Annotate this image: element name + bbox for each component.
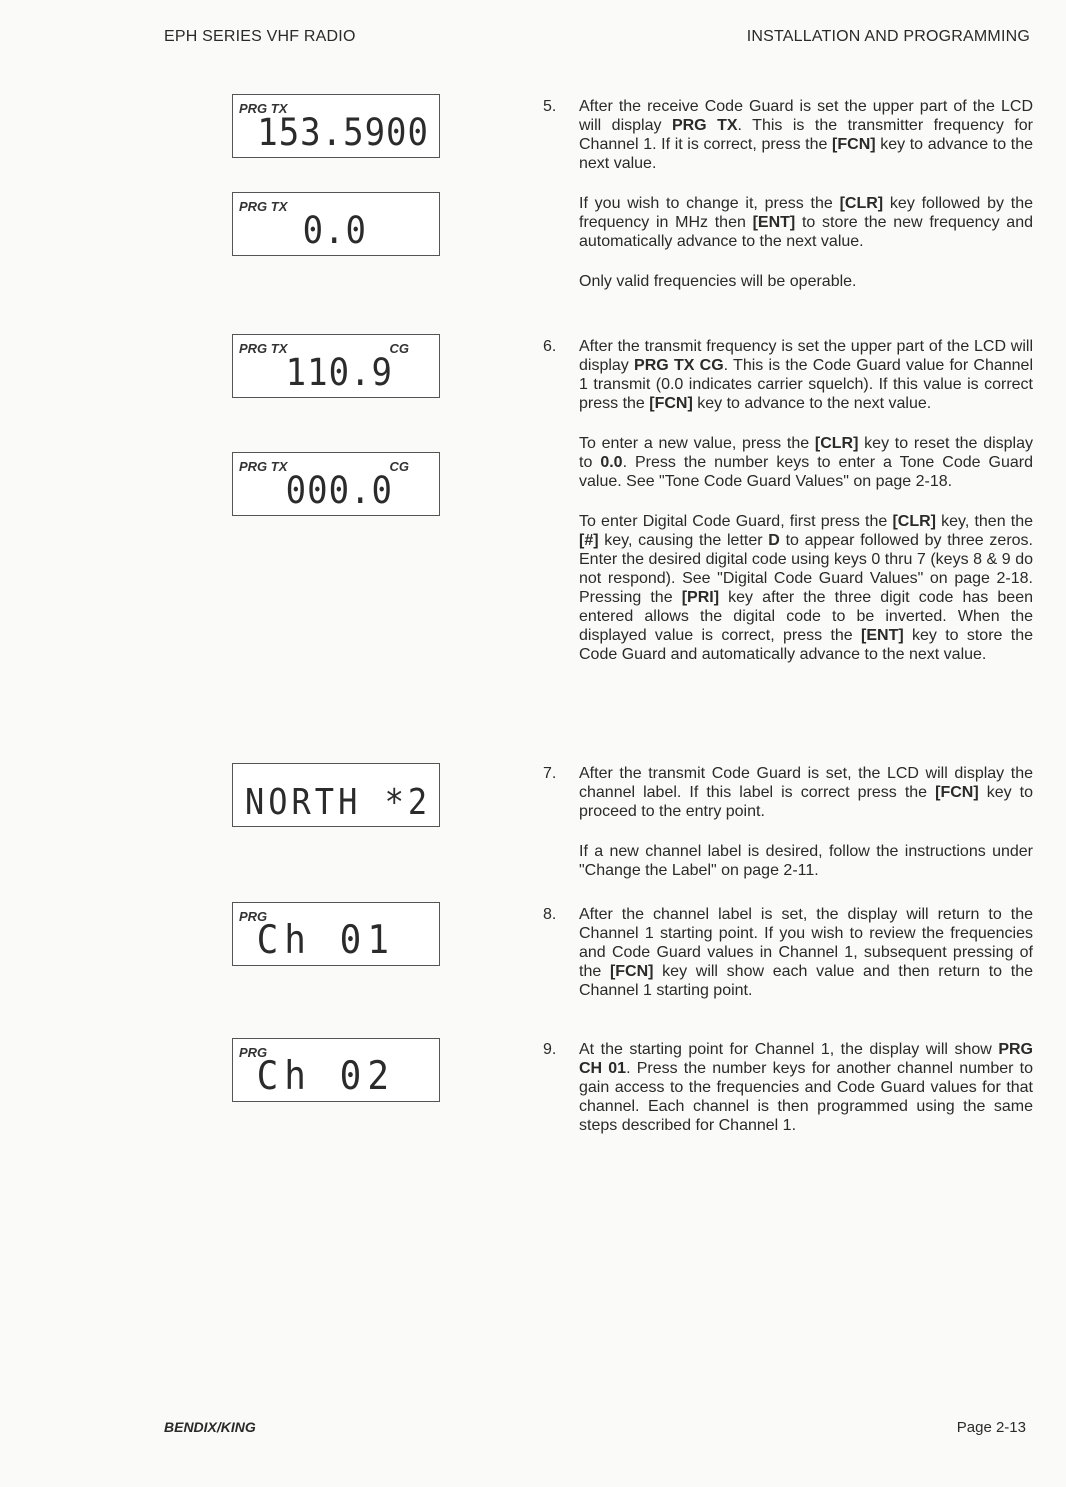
- paragraph: At the starting point for Channel 1, the display will show PRG CH 01. Press the number keys for another channel number to gain access to the frequencies and Code Guard values for that channel. Each channel is then programmed using the same steps described for Channel 1.: [579, 1041, 1033, 1134]
- lcd-display-tx-frequency: [232, 94, 440, 158]
- lcd-display-tx-zero: [232, 192, 440, 256]
- lcd-display-tx-cg-zero: [232, 452, 440, 516]
- lcd-value: Ch 02: [256, 1053, 395, 1099]
- lcd-value: 0.0: [302, 209, 367, 253]
- step-5: [543, 97, 1033, 312]
- paragraph: If a new channel label is desired, follow the instructions under "Change the Label" on page 2-11.: [579, 843, 1033, 879]
- paragraph: If you wish to change it, press the [CLR] key followed by the frequency in MHz then [ENT] to store the new frequency and automatically advance to the next value.: [579, 195, 1034, 250]
- lcd-annunciator-right: CG: [389, 341, 409, 356]
- step-number: 5.: [543, 98, 557, 115]
- step-6: [543, 337, 1033, 685]
- header-right: INSTALLATION AND PROGRAMMING: [746, 28, 1030, 45]
- step-7: [543, 764, 1033, 901]
- step-8: [543, 905, 1033, 1021]
- paragraph: After the channel label is set, the display will return to the Channel 1 starting point. If you wish to review the frequencies and Code Guard values in Channel 1, subsequent pressing of the [FCN] key will show each value and then return to the Channel 1 starting point.: [579, 906, 1033, 999]
- step-number: 9.: [543, 1041, 557, 1058]
- lcd-annunciator-left: PRG TX: [239, 101, 288, 116]
- footer-brand: BENDIX/KING: [164, 1419, 256, 1435]
- lcd-annunciator-right: CG: [389, 459, 409, 474]
- step-9: [543, 1040, 1033, 1156]
- paragraph: To enter Digital Code Guard, first press the [CLR] key, then the [#] key, causing the letter D to appear followed by three zeros. Enter the desired digital code using keys 0 thru 7 (keys 8 & 9 do not respond). See "Digital Code Guard Values" on page 2-18. Pressing the [PRI] key after the three digit code has been entered allows the digital code to be inverted. When the displayed value is correct, press the [ENT] key to store the Code Guard and automatically advance to the next value.: [579, 513, 1034, 663]
- lcd-display-channel-label: [232, 763, 440, 827]
- paragraph: After the transmit frequency is set the upper part of the LCD will display PRG TX CG. This is the Code Guard value for Channel 1 transmit (0.0 indicates carrier squelch). If this value is correct press the [FCN] key to advance to the next value.: [579, 338, 1034, 412]
- lcd-display-channel-01: [232, 902, 440, 966]
- paragraph: After the receive Code Guard is set the upper part of the LCD will display PRG TX. This is the transmitter frequency for Channel 1. If it is correct, press the [FCN] key to advance to the next value.: [579, 98, 1034, 172]
- header-left: EPH SERIES VHF RADIO: [164, 28, 356, 45]
- lcd-annunciator-left: PRG TX: [239, 199, 288, 214]
- lcd-display-tx-cg: [232, 334, 440, 398]
- lcd-annunciator-left: PRG: [239, 909, 268, 924]
- step-number: 8.: [543, 906, 557, 923]
- paragraph: Only valid frequencies will be operable.: [579, 273, 857, 290]
- lcd-annunciator-left: PRG TX: [239, 341, 288, 356]
- lcd-value: NORTH *2: [245, 781, 432, 823]
- lcd-value: 153.5900: [257, 111, 429, 155]
- paragraph: To enter a new value, press the [CLR] key to reset the display to 0.0. Press the number keys to enter a Tone Code Guard value. See "Tone Code Guard Values" on page 2-18.: [579, 435, 1033, 490]
- step-number: 7.: [543, 765, 557, 782]
- lcd-value: 110.9: [285, 351, 393, 395]
- lcd-value: Ch 01: [256, 917, 395, 963]
- lcd-value: 000.0: [285, 469, 393, 513]
- paragraph: After the transmit Code Guard is set, the LCD will display the channel label. If this label is correct press the [FCN] key to proceed to the entry point.: [579, 765, 1034, 820]
- lcd-annunciator-left: PRG: [239, 1045, 268, 1060]
- lcd-annunciator-left: PRG TX: [239, 459, 288, 474]
- footer-page-number: Page 2-13: [956, 1419, 1026, 1436]
- lcd-display-channel-02: [232, 1038, 440, 1102]
- step-number: 6.: [543, 338, 557, 355]
